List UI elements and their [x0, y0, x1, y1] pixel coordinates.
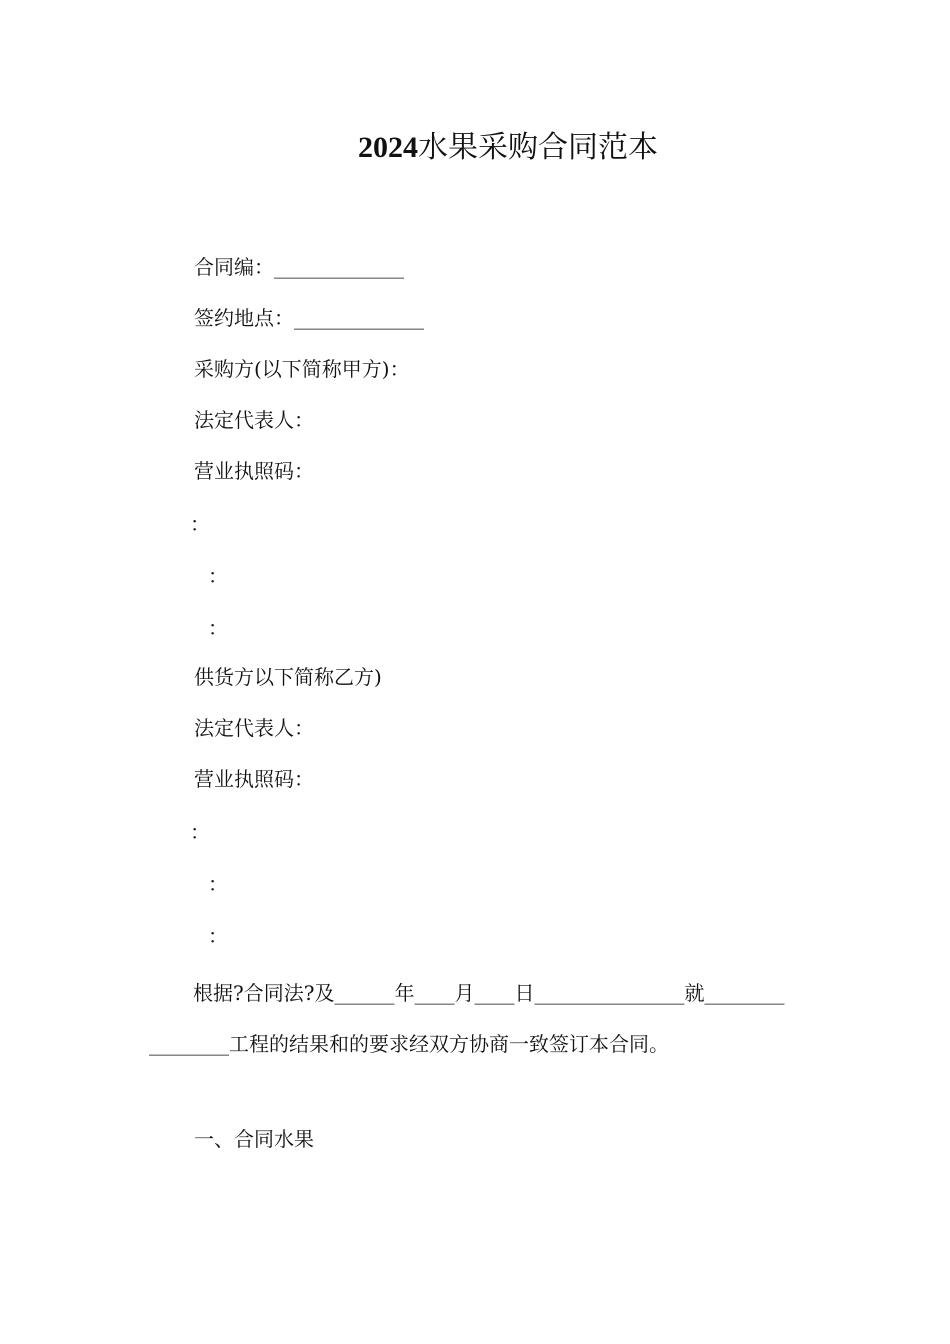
buyer-blank-field-1: ：	[190, 512, 210, 536]
contract-number-field: 合同编：_____________	[194, 255, 404, 279]
buyer-blank-field-3: ：	[208, 616, 228, 640]
buyer-legal-representative: 法定代表人：	[194, 408, 314, 432]
section-heading: 一、合同水果	[194, 1127, 314, 1151]
buyer-blank-field-2: ：	[208, 564, 228, 588]
buyer-business-license: 营业执照码：	[194, 459, 314, 483]
supplier-blank-field-1: ：	[190, 820, 210, 844]
supplier-blank-field-2: ：	[208, 872, 228, 896]
supplier-party-label: 供货方以下简称乙方)	[194, 665, 382, 689]
supplier-blank-field-3: ：	[208, 924, 228, 948]
supplier-legal-representative: 法定代表人：	[194, 716, 314, 740]
supplier-business-license: 营业执照码：	[194, 767, 314, 791]
title-text: 水果采购合同范本	[418, 130, 658, 165]
buyer-party-label: 采购方(以下简称甲方)：	[194, 357, 410, 381]
contract-basis-paragraph: 根据?合同法?及______年____月____日_______________就________________工程的结果和的要求经双方协商一致签订本合同。	[149, 981, 785, 1056]
document-title	[0, 122, 950, 166]
signing-location-field: 签约地点：_____________	[194, 306, 424, 330]
title-year: 2024	[358, 131, 418, 164]
